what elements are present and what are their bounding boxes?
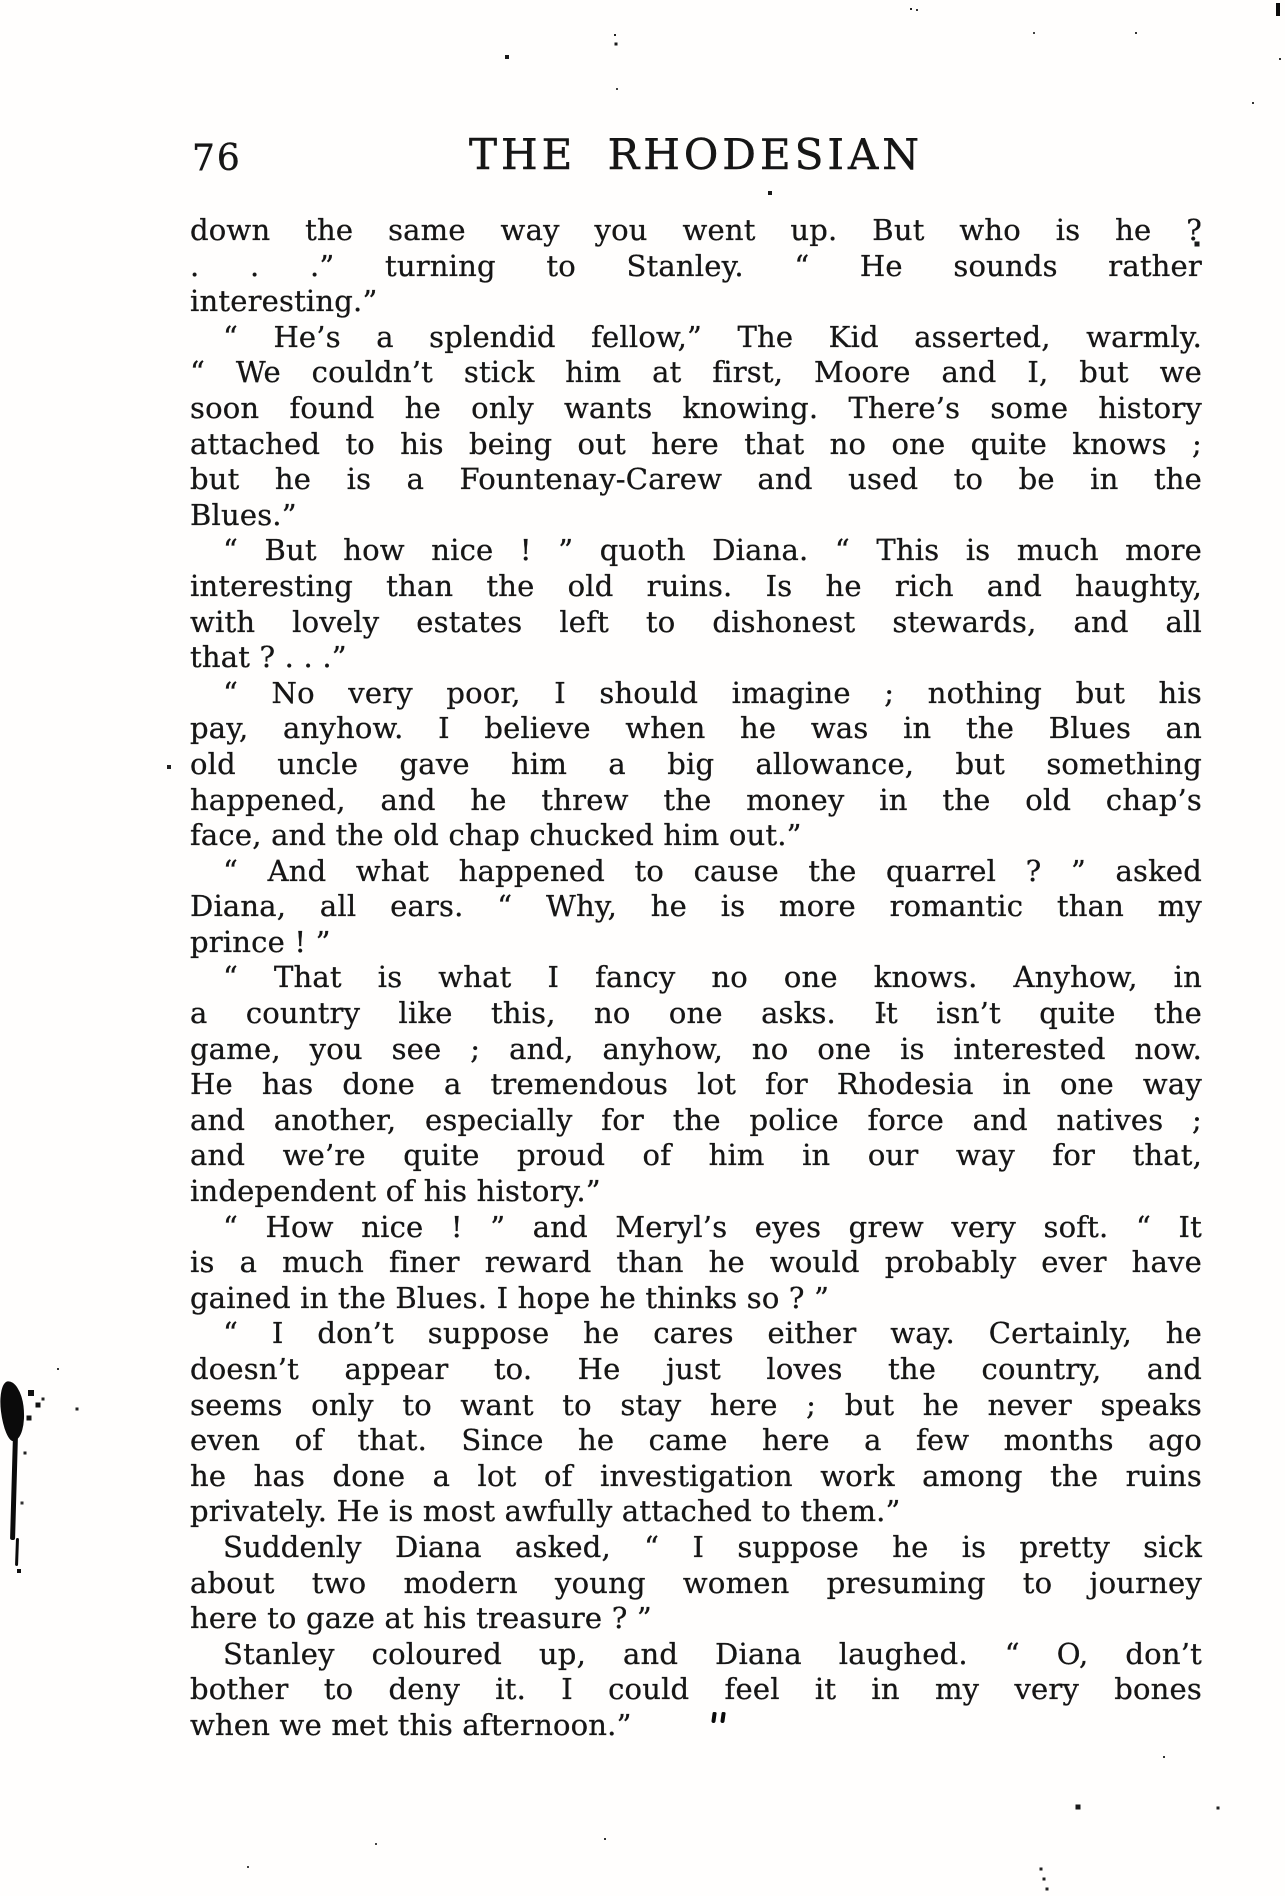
text-line: privately. He is most awfully attached to them.” — [190, 1494, 901, 1529]
ink-stain-blob — [0, 1380, 28, 1442]
text-line: face, and the old chap chucked him out.” — [190, 818, 802, 853]
text-line: a country like this, no one asks. It isn’t quite the — [190, 996, 1202, 1031]
text-line: and we’re quite proud of him in our way for that, — [190, 1138, 1202, 1173]
text-line: with lovely estates left to dishonest stewards, and all — [190, 604, 1202, 639]
page-number: 76 — [192, 138, 242, 179]
running-head — [190, 130, 1202, 182]
text-line: “ I don’t suppose he cares either way. Certainly, he — [223, 1316, 1202, 1351]
text-line: prince ! ” — [190, 924, 331, 959]
text-line: soon found he only wants knowing. There’s some history — [190, 390, 1202, 425]
text-line: “ How nice ! ” and Meryl’s eyes grew very soft. “ It — [223, 1209, 1202, 1244]
text-line: “ But how nice ! ” quoth Diana. “ This is much more — [223, 533, 1202, 568]
text-line: He has done a tremendous lot for Rhodesia in one way — [190, 1067, 1202, 1102]
text-line: that ? . . .” — [190, 640, 347, 675]
text-line: “ And what happened to cause the quarrel ? ” asked — [223, 853, 1202, 888]
text-line: attached to his being out here that no one quite knows ; — [190, 426, 1202, 461]
text-line: “ He’s a splendid fellow,” The Kid asserted, warmly. — [223, 319, 1202, 354]
scan-edge-mark — [1276, 3, 1280, 16]
text-line: interesting.” — [190, 284, 378, 319]
text-line: when we met this afternoon.” — [190, 1707, 632, 1742]
text-line: pay, anyhow. I believe when he was in the Blues an — [190, 711, 1202, 746]
text-line: interesting than the old ruins. Is he rich and haughty, — [190, 568, 1202, 603]
text-line: happened, and he threw the money in the old chap’s — [190, 782, 1202, 817]
text-line: even of that. Since he came here a few months ago — [190, 1423, 1202, 1458]
ink-stain-tail — [15, 1538, 19, 1566]
text-line: Diana, all ears. “ Why, he is more romantic than my — [190, 889, 1202, 924]
text-line: he has done a lot of investigation work among the ruins — [190, 1458, 1202, 1493]
text-line: “ We couldn’t stick him at first, Moore and I, but we — [190, 355, 1202, 390]
text-line: Stanley coloured up, and Diana laughed. “ O, don’t — [223, 1636, 1202, 1671]
text-line: seems only to want to stay here ; but he never speaks — [190, 1387, 1202, 1422]
text-line: is a much finer reward than he would probably ever have — [190, 1245, 1202, 1280]
ink-stain-line — [10, 1434, 18, 1540]
text-line: . . .” turning to Stanley. “ He sounds rather — [190, 248, 1202, 283]
text-line: but he is a Fountenay-Carew and used to be in the — [190, 462, 1202, 497]
text-line: old uncle gave him a big allowance, but something — [190, 746, 1202, 781]
text-line: here to gaze at his treasure ? ” — [190, 1601, 652, 1636]
text-line: game, you see ; and, anyhow, no one is interested now. — [190, 1031, 1202, 1066]
text-line: bother to deny it. I could feel it in my very bones — [190, 1672, 1202, 1707]
text-line: doesn’t appear to. He just loves the country, and — [190, 1352, 1202, 1386]
text-line: Suddenly Diana asked, “ I suppose he is pretty sick — [223, 1529, 1202, 1564]
running-title: THE RHODESIAN — [468, 130, 924, 179]
text-line: “ No very poor, I should imagine ; nothing but his — [223, 675, 1202, 710]
scan-specks — [0, 0, 2, 2]
text-line: down the same way you went up. But who is he ? — [190, 213, 1202, 247]
text-line: independent of his history.” — [190, 1174, 601, 1209]
text-line: gained in the Blues. I hope he thinks so ? ” — [190, 1280, 830, 1315]
text-line: and another, especially for the police force and natives ; — [190, 1102, 1202, 1137]
text-line: Blues.” — [190, 497, 297, 532]
body-text — [190, 213, 1202, 1744]
text-line: “ That is what I fancy no one knows. Anyhow, in — [223, 960, 1202, 995]
text-line: about two modern young women presuming to journey — [190, 1565, 1202, 1600]
